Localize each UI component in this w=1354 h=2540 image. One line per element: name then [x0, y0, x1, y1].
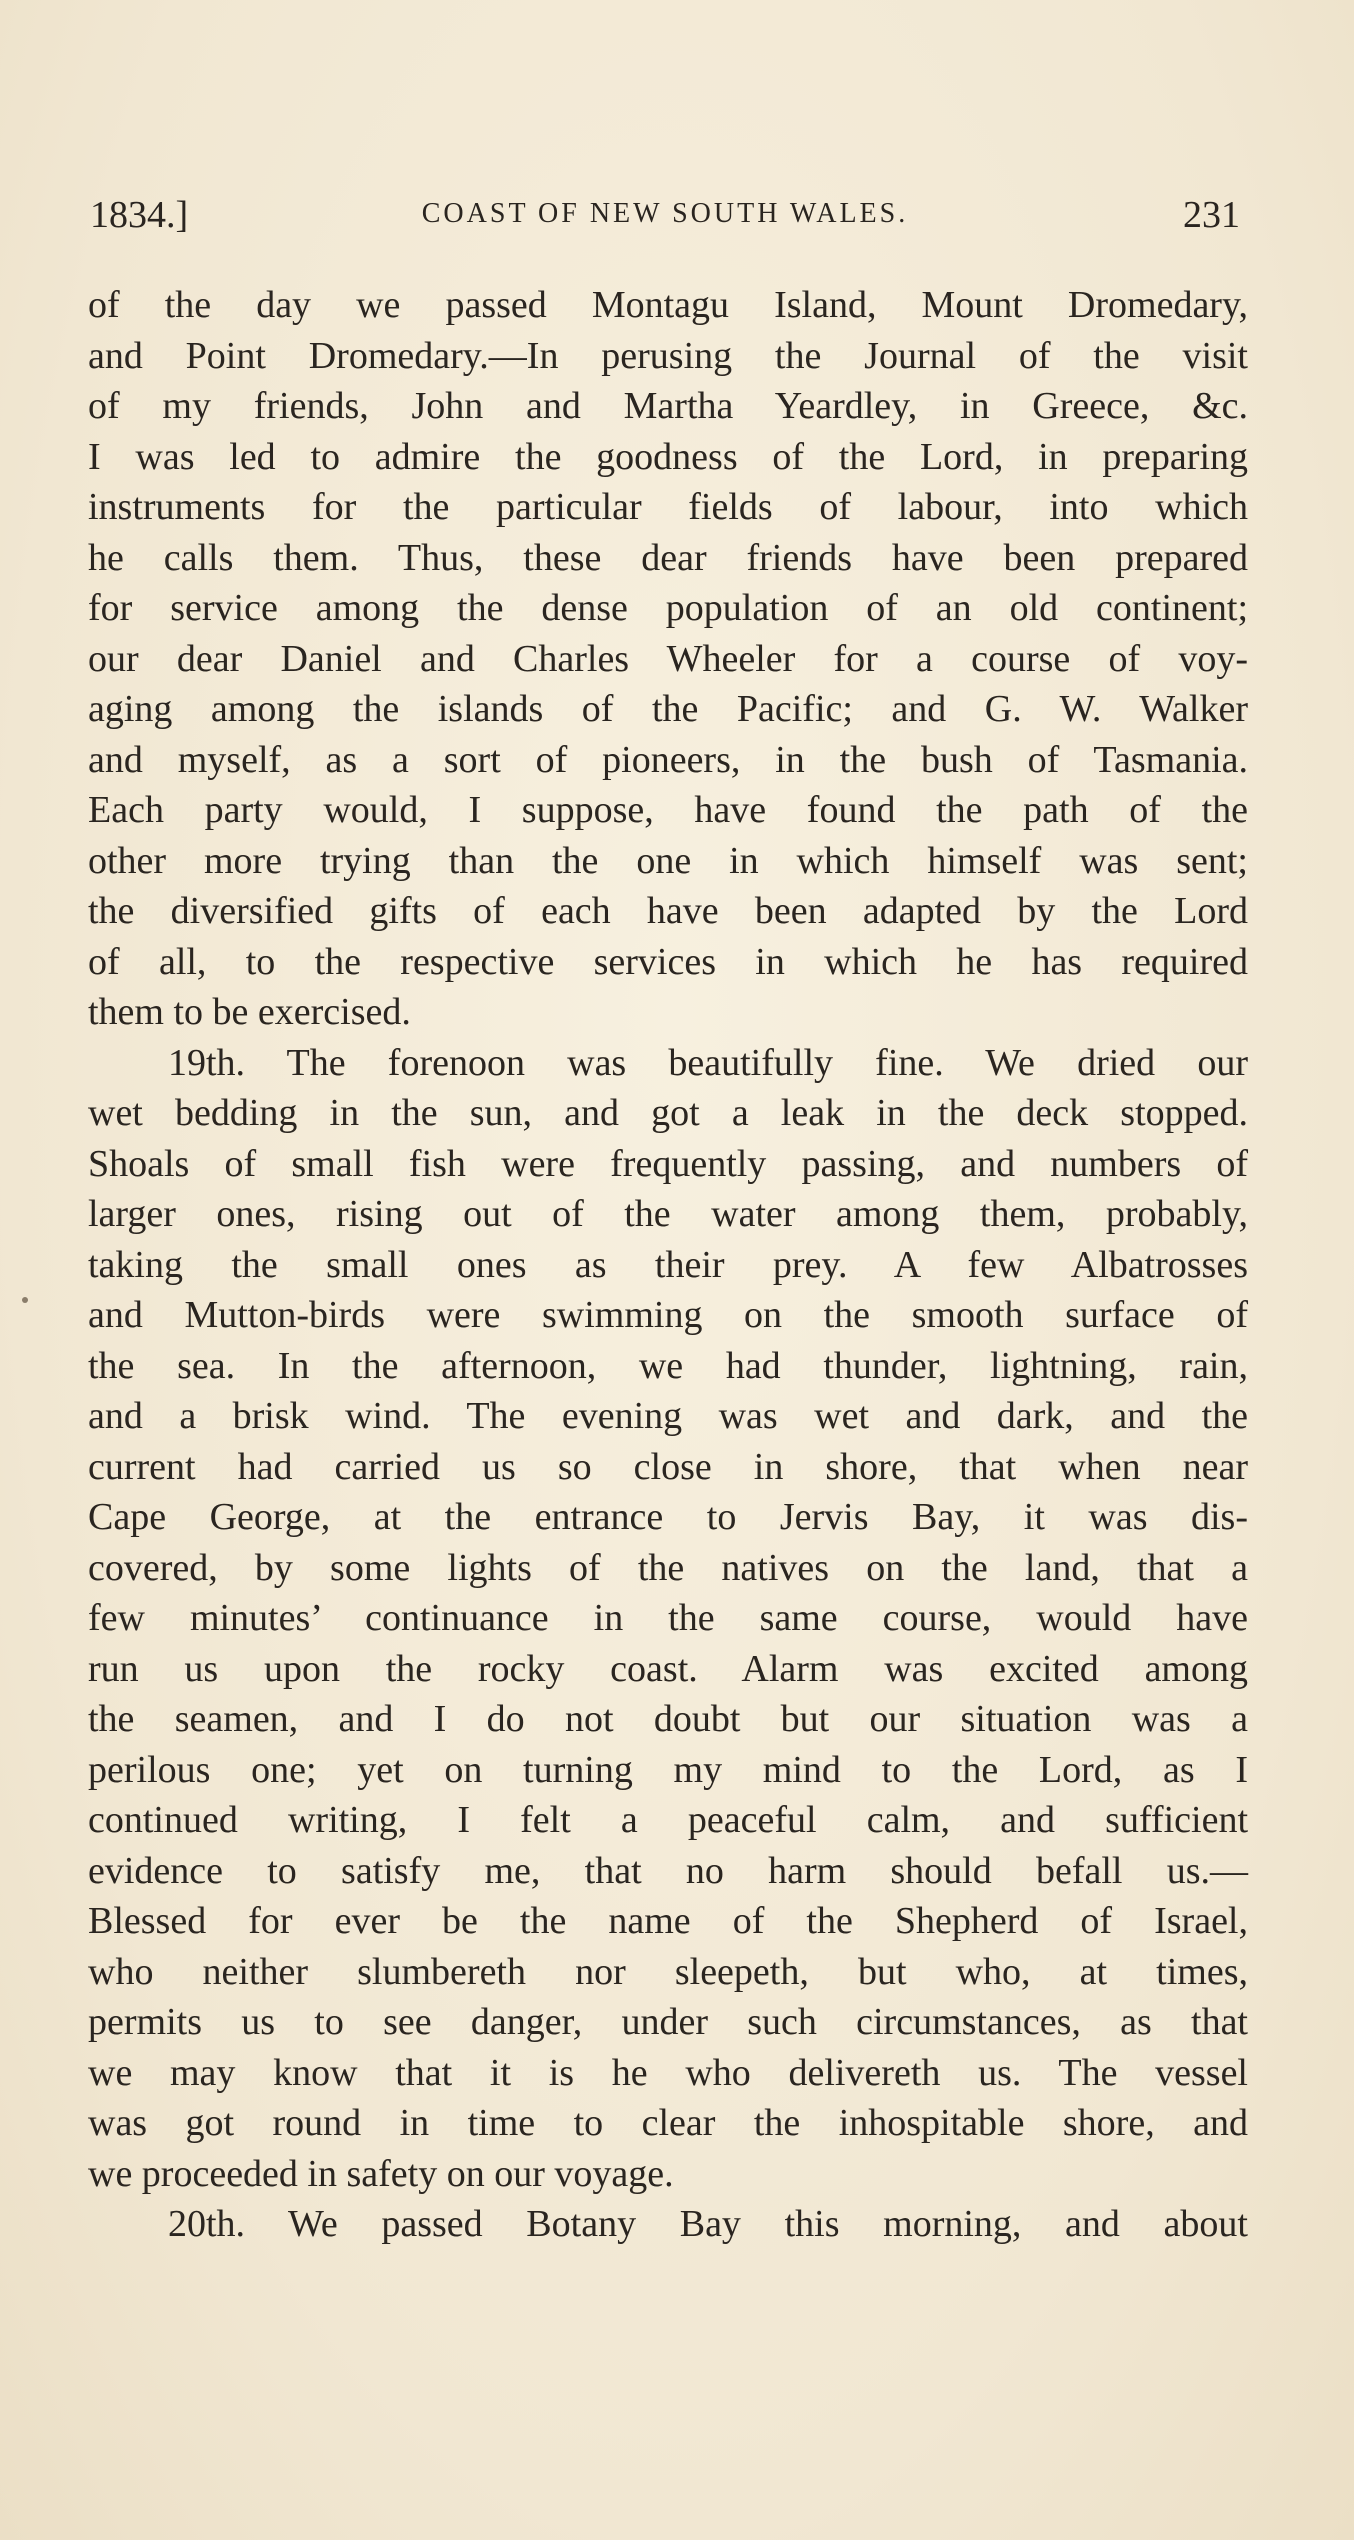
- page-number: 231: [1183, 194, 1240, 236]
- text-line: perilous one; yet on turning my mind to the Lord, as I: [88, 1748, 1248, 1791]
- text-line: run us upon the rocky coast. Alarm was excited among: [88, 1647, 1248, 1690]
- text-line: aging among the islands of the Pacific; and G. W. Walker: [88, 688, 1248, 730]
- text-line: evidence to satisfy me, that no harm should befall us.—: [88, 1849, 1248, 1892]
- text-line: our dear Daniel and Charles Wheeler for a course of voy-: [88, 637, 1248, 680]
- text-line: few minutes’ continuance in the same course, would have: [88, 1597, 1248, 1639]
- text-line: of my friends, John and Martha Yeardley, in Greece, &c.: [88, 385, 1248, 427]
- text-line: permits us to see danger, under such circumstances, as that: [88, 2001, 1248, 2043]
- text-line: the sea. In the afternoon, we had thunder, lightning, rain,: [88, 1344, 1248, 1387]
- text-line: we proceeded in safety on our voyage.: [88, 2152, 674, 2195]
- text-line: taking the small ones as their prey. A few Albatrosses: [88, 1243, 1248, 1286]
- text-line: Blessed for ever be the name of the Shepherd of Israel,: [88, 1900, 1248, 1942]
- text-line: and a brisk wind. The evening was wet and dark, and the: [88, 1395, 1248, 1437]
- text-line: Each party would, I suppose, have found the path of the: [88, 789, 1248, 831]
- paper-speck: [22, 1297, 28, 1303]
- header-date: 1834.]: [90, 194, 189, 236]
- text-line: instruments for the particular fields of labour, into which: [88, 486, 1248, 528]
- text-line: continued writing, I felt a peaceful calm, and sufficient: [88, 1799, 1248, 1841]
- text-line: the seamen, and I do not doubt but our situation was a: [88, 1698, 1248, 1740]
- text-line: of all, to the respective services in which he has required: [88, 940, 1248, 983]
- text-line: wet bedding in the sun, and got a leak in the deck stopped.: [88, 1092, 1248, 1134]
- text-line: I was led to admire the goodness of the Lord, in preparing: [88, 435, 1248, 478]
- running-head: [90, 193, 1240, 241]
- text-line: he calls them. Thus, these dear friends have been prepared: [88, 536, 1248, 579]
- text-line: who neither slumbereth nor sleepeth, but who, at times,: [88, 1950, 1248, 1993]
- paragraph-start-20th: 20th. We passed Botany Bay this morning, and about: [168, 2203, 1248, 2245]
- paragraph-start-19th: 19th. The forenoon was beautifully fine. We dried our: [168, 1041, 1248, 1084]
- text-line: and myself, as a sort of pioneers, in the bush of Tasmania.: [88, 738, 1248, 781]
- text-line: for service among the dense population of an old continent;: [88, 587, 1248, 629]
- text-line: the diversified gifts of each have been adapted by the Lord: [88, 890, 1248, 932]
- text-line: current had carried us so close in shore, that when near: [88, 1445, 1248, 1488]
- text-line: and Point Dromedary.—In perusing the Journal of the visit: [88, 334, 1248, 377]
- text-line: Cape George, at the entrance to Jervis Bay, it was dis-: [88, 1496, 1248, 1538]
- text-line: larger ones, rising out of the water among them, probably,: [88, 1193, 1248, 1235]
- text-line: other more trying than the one in which himself was sent;: [88, 839, 1248, 882]
- text-line: was got round in time to clear the inhospitable shore, and: [88, 2102, 1248, 2144]
- text-line: Shoals of small fish were frequently passing, and numbers of: [88, 1142, 1248, 1185]
- text-line: them to be exercised.: [88, 991, 411, 1033]
- text-line: we may know that it is he who delivereth us. The vessel: [88, 2051, 1248, 2094]
- text-line: covered, by some lights of the natives on the land, that a: [88, 1546, 1248, 1589]
- header-title: COAST OF NEW SOUTH WALES.: [421, 198, 909, 229]
- text-line: of the day we passed Montagu Island, Mount Dromedary,: [88, 284, 1248, 326]
- body-text: [88, 280, 1248, 2250]
- text-line: and Mutton-birds were swimming on the smooth surface of: [88, 1294, 1248, 1336]
